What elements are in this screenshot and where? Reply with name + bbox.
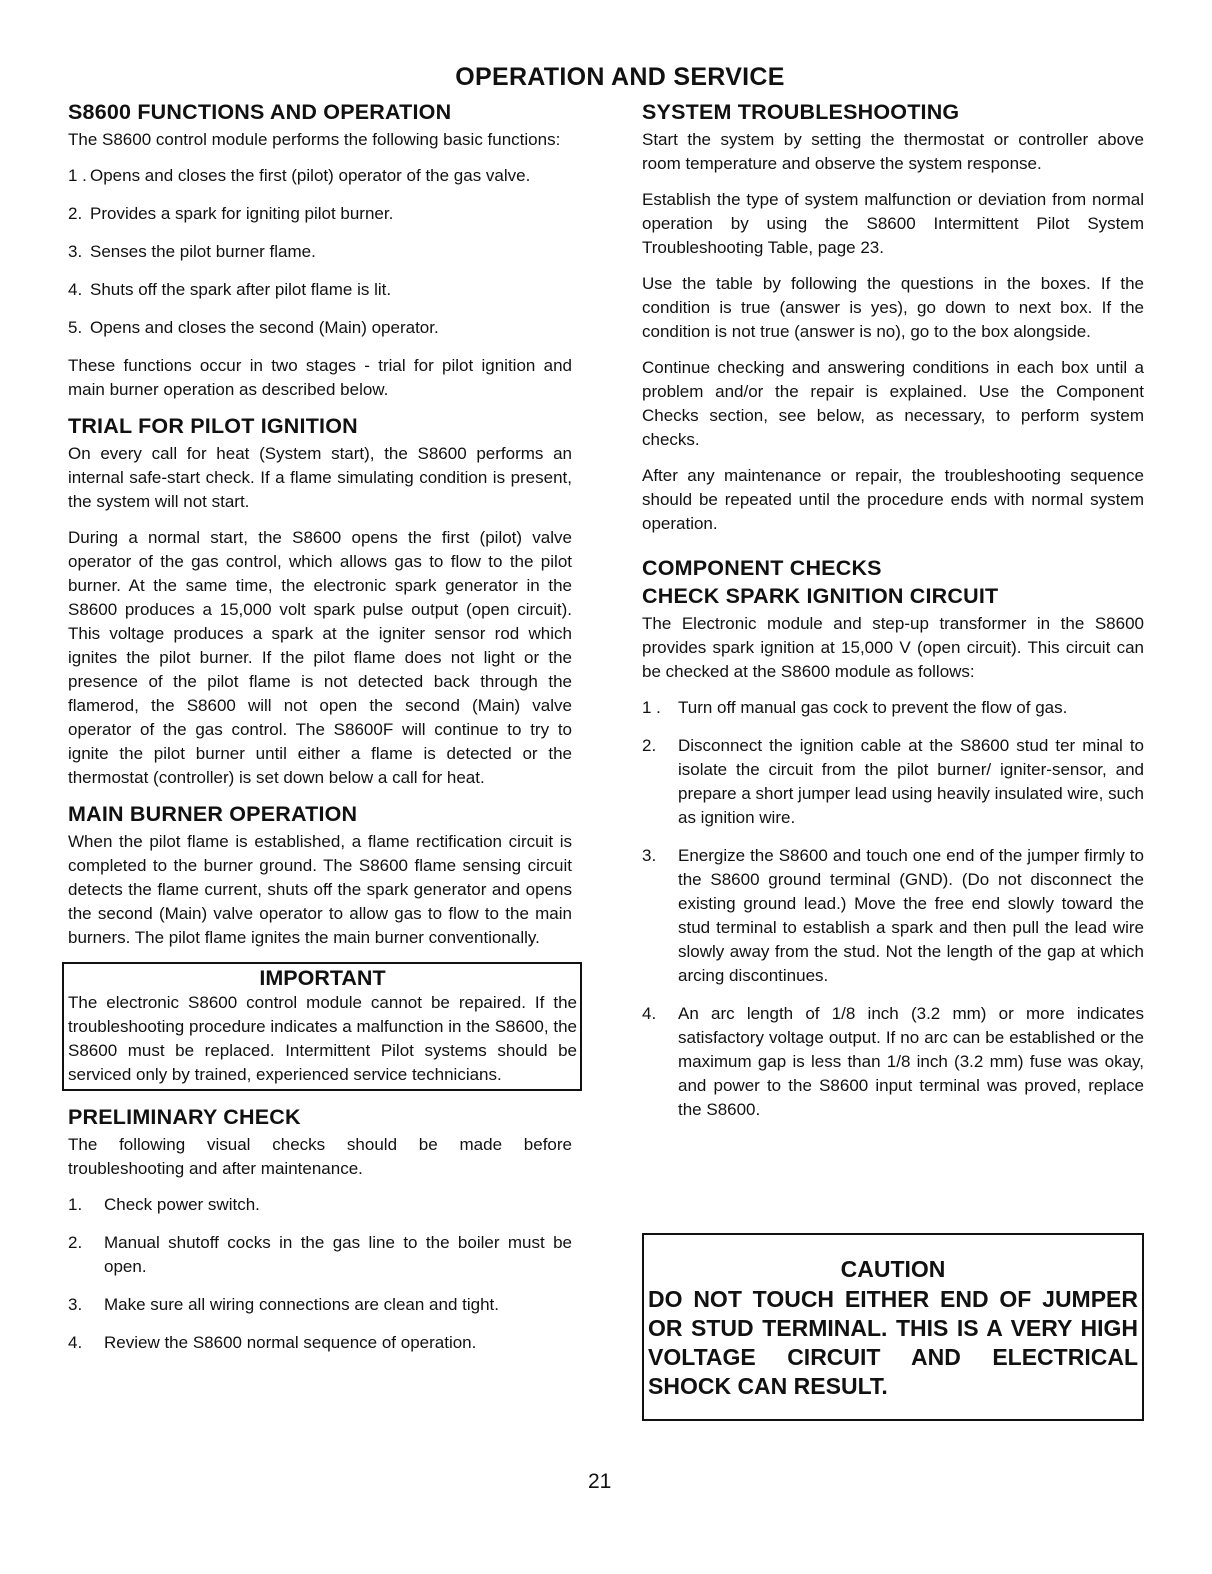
list-item: 3. Make sure all wiring connections are clean and tight. [68,1295,499,1314]
trial-heading: TRIAL FOR PILOT IGNITION [68,414,358,438]
list-item: 3. Energize the S8600 and touch one end of the jumper firmly to the S8600 ground terminal (GND). (Do not disconnect the existing ground lead.) Move the free end slowly toward the stud terminal to establish a spark and then pull the lead wire slowly away from the stud. Not the length of the gap at which arcing discontinues. [642,846,1144,985]
list-item: 4. An arc length of 1/8 inch (3.2 mm) or more indicates satisfactory voltage output. If no arc can be established or the maximum gap is less than 1/8 inch (3.2 mm) fuse was okay, and power to the S8600 input terminal was proved, replace the S8600. [642,1004,1144,1119]
list-item: 5. Opens and closes the second (Main) operator. [68,318,439,337]
list-item: 2. Disconnect the ignition cable at the S8600 stud ter minal to isolate the circuit from the pilot burner/ igniter-sensor, and prepare a short jumper lead using heavily insulated wire, such as ignition wire. [642,736,1144,827]
preliminary-list [68,1193,572,1355]
troubleshooting-paragraph-3: Use the table by following the questions in the boxes. If the condition is true (answer is yes), go down to next box. If the condition is not true (answer is no), go to the box alongside. [642,274,1144,341]
troubleshooting-heading: SYSTEM TROUBLESHOOTING [642,100,960,124]
troubleshooting-paragraph-5: After any maintenance or repair, the troubleshooting sequence should be repeated until the procedure ends with normal system operation. [642,466,1144,533]
preliminary-heading: PRELIMINARY CHECK [68,1105,301,1129]
component-heading: COMPONENT CHECKS [642,556,882,580]
list-item: 3. Senses the pilot burner flame. [68,242,316,261]
troubleshooting-paragraph-1: Start the system by setting the thermostat or controller above room temperature and observe the system response. [642,130,1144,173]
caution-box [642,1233,1144,1421]
functions-intro: The S8600 control module performs the following basic functions: [68,130,561,149]
troubleshooting-paragraph-2: Establish the type of system malfunction or deviation from normal operation by using the S8600 Intermittent Pilot System Troubleshooting Table, page 23. [642,190,1144,257]
right-column [642,100,1144,1136]
list-item: 2. Provides a spark for igniting pilot burner. [68,204,394,223]
caution-text: DO NOT TOUCH EITHER END OF JUMPER OR STUD TERMINAL. THIS IS A VERY HIGH VOLTAGE CIRCUIT AND ELECTRICAL SHOCK CAN RESULT. [648,1286,1138,1399]
caution-heading: CAUTION [840,1256,946,1282]
preliminary-intro: The following visual checks should be made before troubleshooting and after maintenance. [68,1135,572,1178]
list-item: 4. Shuts off the spark after pilot flame is lit. [68,280,392,299]
spark-ignition-heading: CHECK SPARK IGNITION CIRCUIT [642,584,999,608]
important-notice-box [62,962,582,1091]
component-intro: The Electronic module and step-up transformer in the S8600 provides spark ignition at 15,000 V (open circuit). This circuit can be checked at the S8600 module as follows: [642,614,1144,681]
important-heading: IMPORTANT [259,966,386,990]
troubleshooting-section [642,100,1144,536]
list-item: 2. Manual shutoff cocks in the gas line to the boiler must be open. [68,1233,572,1276]
main-burner-paragraph: When the pilot flame is established, a flame rectification circuit is completed to the burner ground. The S8600 flame sensing circuit detects the flame current, shuts off the spark generator and opens the second (Main) valve operator to allow gas to flow to the main burners. The pilot flame ignites the main burner conventionally. [68,832,572,947]
component-list [642,696,1144,1122]
left-column [68,100,577,1369]
important-text: The electronic S8600 control module cannot be repaired. If the troubleshooting procedure indicates a malfunction in the S8600, the S8600 must be replaced. Intermittent Pilot systems should be serviced only by trained, experienced service technicians. [68,993,577,1084]
component-section [642,556,1144,1122]
page-number: 21 [588,1470,612,1493]
list-item: 4. Review the S8600 normal sequence of operation. [68,1333,477,1352]
trial-section [68,414,572,790]
functions-outro: These functions occur in two stages - trial for pilot ignition and main burner operation as described below. [68,356,572,399]
list-item: 1. Check power switch. [68,1195,260,1214]
main-burner-section [68,802,572,950]
trial-paragraph-2: During a normal start, the S8600 opens the first (pilot) valve operator of the gas control, which allows gas to flow to the pilot burner. At the same time, the electronic spark generator in the S8600 produces a 15,000 volt spark pulse output (open circuit). This voltage produces a spark at the igniter sensor rod which ignites the pilot burner. If the pilot flame does not light or the presence of the pilot flame is not detected back through the flamerod, the S8600 will not open the second (Main) valve operator of the gas control. The S8600F will continue to try to ignite the pilot burner until either a flame is detected or the thermostat (controller) is set down below a call for heat. [68,528,572,787]
functions-list [68,164,572,340]
list-item: 1 . Turn off manual gas cock to prevent the flow of gas. [642,698,1068,717]
page-title: OPERATION AND SERVICE [455,63,785,91]
troubleshooting-paragraph-4: Continue checking and answering conditions in each box until a problem and/or the repair is explained. Use the Component Checks section, see below, as necessary, to perform system checks. [642,358,1144,449]
preliminary-section [68,1105,572,1355]
functions-section [68,100,572,402]
functions-heading: S8600 FUNCTIONS AND OPERATION [68,100,452,124]
trial-paragraph-1: On every call for heat (System start), the S8600 performs an internal safe-start check. If a flame simulating condition is present, the system will not start. [68,444,572,511]
list-item: 1 . Opens and closes the first (pilot) operator of the gas valve. [68,166,531,185]
main-burner-heading: MAIN BURNER OPERATION [68,802,358,826]
